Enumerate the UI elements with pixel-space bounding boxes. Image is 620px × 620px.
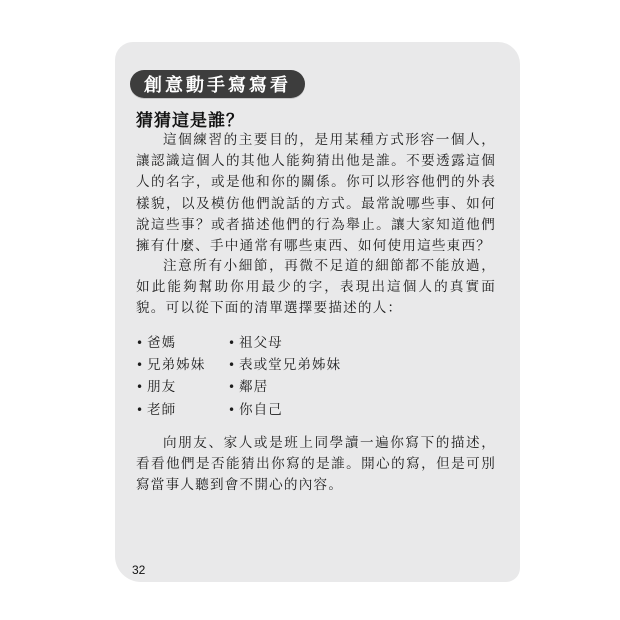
page-number: 32: [132, 563, 146, 577]
section-banner: 創意動手寫寫看: [130, 70, 305, 98]
list-item: • 老師: [136, 400, 228, 421]
list-item: • 朋友: [136, 377, 228, 398]
list-item: • 祖父母: [228, 333, 428, 354]
list-item: • 你自己: [228, 400, 428, 421]
people-list: [136, 333, 456, 421]
details-paragraph: 注意所有小細節，再微不足道的細節都不能放過，如此能夠幫助你用最少的字，表現出這個人的真實面貌。可以從下面的清單選擇要描述的人：: [136, 258, 496, 317]
activity-title: 猜猜這是誰？: [136, 111, 244, 131]
list-item: • 爸媽: [136, 333, 228, 354]
list-item: • 表或堂兄弟姊妹: [228, 355, 428, 376]
list-item: • 鄰居: [228, 377, 428, 398]
list-item: • 兄弟姊妹: [136, 355, 228, 376]
closing-paragraph: 向朋友、家人或是班上同學讀一遍你寫下的描述，看看他們是否能猜出你寫的是誰。開心的寫，但是可別寫當事人聽到會不開心的內容。: [136, 435, 496, 494]
intro-paragraph: 這個練習的主要目的，是用某種方式形容一個人，讓認識這個人的其他人能夠猜出他是誰。不要透露這個人的名字，或是他和你的關係。你可以形容他們的外表樣貌，以及模仿他們說話的方式。最常說哪些事、如何說這些事？或者描述他們的行為舉止。讓大家知道他們擁有什麼、手中通常有哪些東西、如何使用這些東西？: [136, 132, 496, 255]
